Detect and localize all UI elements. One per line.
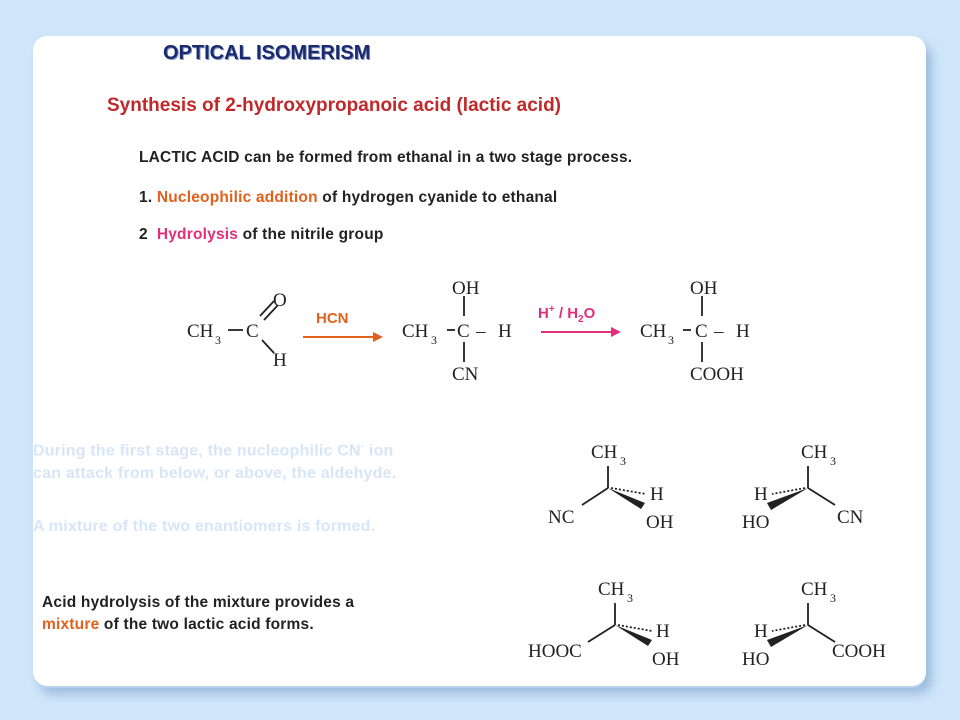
step-1-number: 1. bbox=[139, 189, 153, 206]
svg-text:HO: HO bbox=[742, 649, 770, 670]
faded-line-2: can attack from below, or above, the aldehyde. bbox=[33, 465, 397, 482]
step-2-highlight: Hydrolysis bbox=[156, 226, 239, 243]
ch3-label: CH bbox=[187, 321, 214, 342]
svg-text:3: 3 bbox=[830, 591, 836, 605]
h-label: H bbox=[736, 321, 750, 342]
faded-line-1-end: ion bbox=[364, 442, 394, 460]
dash-label: – bbox=[476, 321, 486, 342]
h-label: H bbox=[273, 350, 287, 371]
step-2-rest: of the nitrile group bbox=[242, 226, 384, 243]
svg-text:H: H bbox=[754, 621, 768, 642]
dash-label: – bbox=[714, 321, 724, 342]
svg-text:CH: CH bbox=[801, 579, 828, 600]
step-2-number: 2 bbox=[139, 226, 148, 243]
sub-3: 3 bbox=[431, 333, 437, 347]
arrow-head-1 bbox=[373, 332, 383, 342]
intro-text: LACTIC ACID can be formed from ethanal in a two stage process. bbox=[139, 149, 633, 166]
bond bbox=[260, 301, 274, 316]
enantiomer-cooh-a bbox=[528, 579, 680, 670]
svg-text:3: 3 bbox=[627, 591, 633, 605]
page-title: OPTICAL ISOMERISM bbox=[163, 42, 371, 64]
ch3-label: CH bbox=[402, 321, 429, 342]
svg-text:CH: CH bbox=[801, 442, 828, 463]
svg-text:OH: OH bbox=[652, 649, 680, 670]
final-rest: of the two lactic acid forms. bbox=[103, 616, 314, 633]
c-label: C bbox=[695, 321, 708, 342]
svg-text:H: H bbox=[650, 484, 664, 505]
c-label: C bbox=[246, 321, 259, 342]
step-1-highlight: Nucleophilic addition bbox=[156, 189, 318, 206]
svg-text:H: H bbox=[754, 484, 768, 505]
reagent-acid: $H^+ / H_2O$ bbox=[538, 304, 596, 325]
oh-label: OH bbox=[452, 278, 480, 299]
svg-text:COOH: COOH bbox=[832, 641, 886, 662]
arrow-head-2 bbox=[611, 327, 621, 337]
svg-text:NC: NC bbox=[548, 507, 575, 528]
reagent-hcn: HCN bbox=[316, 310, 349, 327]
svg-text:CH: CH bbox=[591, 442, 618, 463]
sub-3: 3 bbox=[215, 333, 221, 347]
cooh-label: COOH bbox=[690, 364, 744, 385]
svg-text:H: H bbox=[656, 621, 670, 642]
enantiomer-cooh-b bbox=[742, 579, 886, 670]
sub-3: 3 bbox=[668, 333, 674, 347]
faded-line-3: A mixture of the two enantiomers is formed. bbox=[33, 518, 376, 535]
svg-text:HO: HO bbox=[742, 512, 770, 533]
step-1-rest: of hydrogen cyanide to ethanal bbox=[322, 189, 558, 206]
faded-line-1-sup: - bbox=[360, 441, 365, 452]
enantiomer-cn-b bbox=[742, 442, 864, 533]
final-line-1: Acid hydrolysis of the mixture provides a bbox=[42, 594, 355, 611]
faded-line-1-text: During the first stage, the nucleophilic CN bbox=[33, 442, 361, 460]
svg-text:3: 3 bbox=[830, 454, 836, 468]
oh-label: OH bbox=[690, 278, 718, 299]
c-label: C bbox=[457, 321, 470, 342]
svg-text:CH: CH bbox=[598, 579, 625, 600]
page-subtitle: Synthesis of 2-hydroxypropanoic acid (lactic acid) bbox=[107, 95, 562, 116]
svg-text:3: 3 bbox=[620, 454, 626, 468]
ch3-label: CH bbox=[640, 321, 667, 342]
svg-text:OH: OH bbox=[646, 512, 674, 533]
svg-text:HOOC: HOOC bbox=[528, 641, 582, 662]
svg-text:CN: CN bbox=[837, 507, 864, 528]
o-label: O bbox=[273, 290, 287, 311]
h-label: H bbox=[498, 321, 512, 342]
final-highlight: mixture bbox=[42, 616, 100, 633]
cn-label: CN bbox=[452, 364, 479, 385]
enantiomer-cn-a bbox=[548, 442, 674, 533]
